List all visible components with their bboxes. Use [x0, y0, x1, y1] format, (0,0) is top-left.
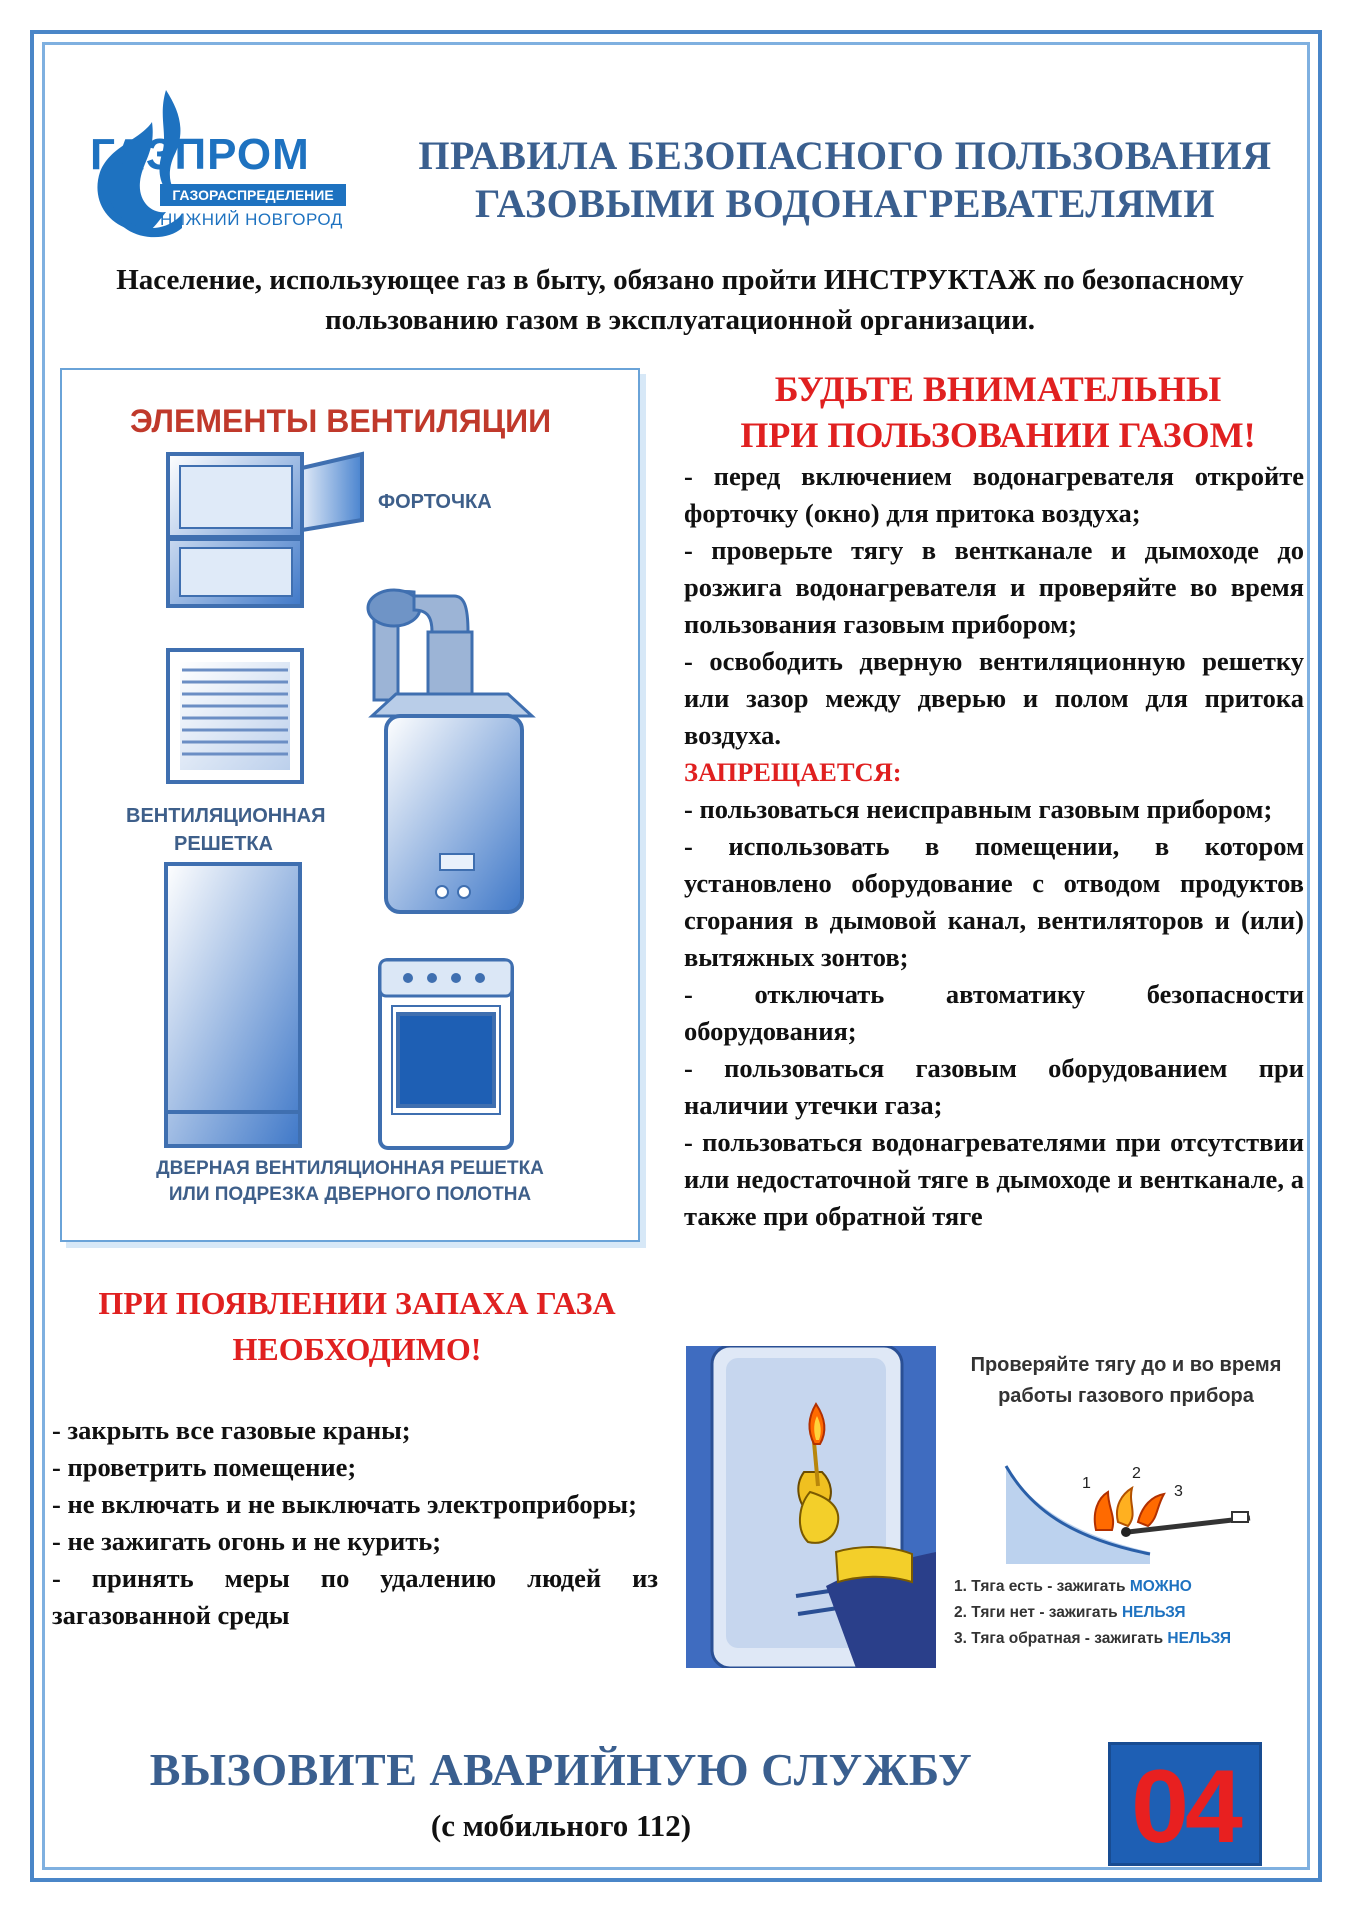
draft-step-2 [954, 1600, 1312, 1626]
vent-grille-icon [168, 650, 302, 782]
flame-number-2: 2 [1132, 1465, 1141, 1482]
logo-name: ГАЗПРОМ [90, 130, 310, 179]
gas-smell-item: - не включать и не выключать электроприборы; [52, 1489, 637, 1519]
forbidden-item: - пользоваться газовым оборудованием при наличии утечки газа; [684, 1053, 1304, 1120]
gas-smell-item: - закрыть все газовые краны; [52, 1415, 411, 1445]
forbidden-item: - отключать автоматику безопасности оборудования; [684, 979, 1304, 1046]
gas-smell-list [52, 1412, 658, 1634]
gas-smell-item: - не зажигать огонь и не курить; [52, 1526, 442, 1556]
forbidden-item: - использовать в помещении, в котором установлено оборудование с отводом продуктов сгорания в дымовой канал, вентиляторов и (или) вытяжных зонтов; [684, 831, 1304, 972]
draft-step-3-text: 3. Тяга обратная - зажигать [954, 1630, 1168, 1647]
water-heater-icon [368, 590, 532, 912]
page-title [360, 132, 1330, 228]
rules-list [684, 458, 1304, 1235]
logo-subtitle: ГАЗОРАСПРЕДЕЛЕНИЕ [160, 184, 346, 206]
forbidden-item: - пользоваться неисправным газовым прибором; [684, 794, 1273, 824]
gas-smell-item: - принять меры по удалению людей из загазованной среды [52, 1563, 658, 1630]
forbidden-heading: ЗАПРЕЩАЕТСЯ: [684, 757, 902, 787]
logo-city: НИЖНИЙ НОВГОРОД [160, 210, 343, 229]
gas-smell-line2: НЕОБХОДИМО! [232, 1331, 482, 1367]
rule-item: - освободить дверную вентиляционную решетку или зазор между дверью и полом для притока воздуха. [684, 646, 1304, 750]
flame-direction-diagram [1000, 1456, 1260, 1566]
draft-info-panel [940, 1344, 1312, 1674]
gas-smell-heading [52, 1280, 662, 1372]
draft-steps [954, 1574, 1312, 1652]
mobile-number-text: (с мобильного 112) [430, 1808, 692, 1843]
vent-title: ЭЛЕМЕНТЫ ВЕНТИЛЯЦИИ [130, 403, 552, 439]
window-icon [168, 454, 362, 606]
page-title-line2: ГАЗОВЫМИ ВОДОНАГРЕВАТЕЛЯМИ [475, 181, 1215, 226]
emergency-call-text: ВЫЗОВИТЕ АВАРИЙНУЮ СЛУЖБУ [149, 1744, 973, 1795]
attention-line2: ПРИ ПОЛЬЗОВАНИИ ГАЗОМ! [740, 415, 1256, 455]
door-icon [166, 864, 300, 1146]
grille-label-1: ВЕНТИЛЯЦИОННАЯ [126, 805, 326, 827]
intro-text: Население, использующее газ в быту, обязано пройти ИНСТРУКТАЖ по безопасному пользованию газом в эксплуатационной организации. [116, 264, 1244, 336]
door-label-1: ДВЕРНАЯ ВЕНТИЛЯЦИОННАЯ РЕШЕТКА [156, 1158, 544, 1179]
window-label: ФОРТОЧКА [378, 491, 492, 513]
gas-smell-line1: ПРИ ПОЯВЛЕНИИ ЗАПАХА ГАЗА [98, 1285, 616, 1321]
attention-line1: БУДЬТЕ ВНИМАТЕЛЬНЫ [774, 369, 1222, 409]
ventilation-diagram [62, 370, 638, 1240]
flame-number-3: 3 [1174, 1483, 1183, 1500]
emergency-number-badge: 04 [1108, 1742, 1262, 1866]
draft-step-1-text: 1. Тяга есть - зажигать [954, 1578, 1130, 1595]
flame-number-1: 1 [1082, 1475, 1091, 1492]
gas-smell-item: - проветрить помещение; [52, 1452, 357, 1482]
forbidden-item: - пользоваться водонагревателями при отсутствии или недостаточной тяге в дымоходе и вентканале, а также при обратной тяге [684, 1127, 1304, 1231]
draft-heading: Проверяйте тягу до и во время работы газового прибора [970, 1354, 1282, 1407]
draft-step-3-verdict: НЕЛЬЗЯ [1167, 1630, 1232, 1647]
draft-step-2-verdict: НЕЛЬЗЯ [1121, 1604, 1186, 1621]
door-label-2: ИЛИ ПОДРЕЗКА ДВЕРНОГО ПОЛОТНА [168, 1184, 532, 1205]
grille-label-2: РЕШЕТКА [174, 833, 273, 855]
draft-check-illustration [686, 1346, 936, 1668]
rule-item: - перед включением водонагревателя откройте форточку (окно) для притока воздуха; [684, 461, 1304, 528]
draft-step-1-verdict: МОЖНО [1129, 1578, 1192, 1595]
draft-step-2-text: 2. Тяги нет - зажигать [954, 1604, 1122, 1621]
draft-step-3 [954, 1626, 1312, 1652]
gas-stove-icon [380, 960, 512, 1148]
draft-step-1 [954, 1574, 1312, 1600]
ventilation-illustration [60, 368, 640, 1242]
rule-item: - проверьте тягу в вентканале и дымоходе до розжига водонагревателя и проверяйте во время пользования газовым прибором; [684, 535, 1304, 639]
attention-heading [678, 366, 1318, 458]
page-title-line1: ПРАВИЛА БЕЗОПАСНОГО ПОЛЬЗОВАНИЯ [418, 133, 1272, 178]
